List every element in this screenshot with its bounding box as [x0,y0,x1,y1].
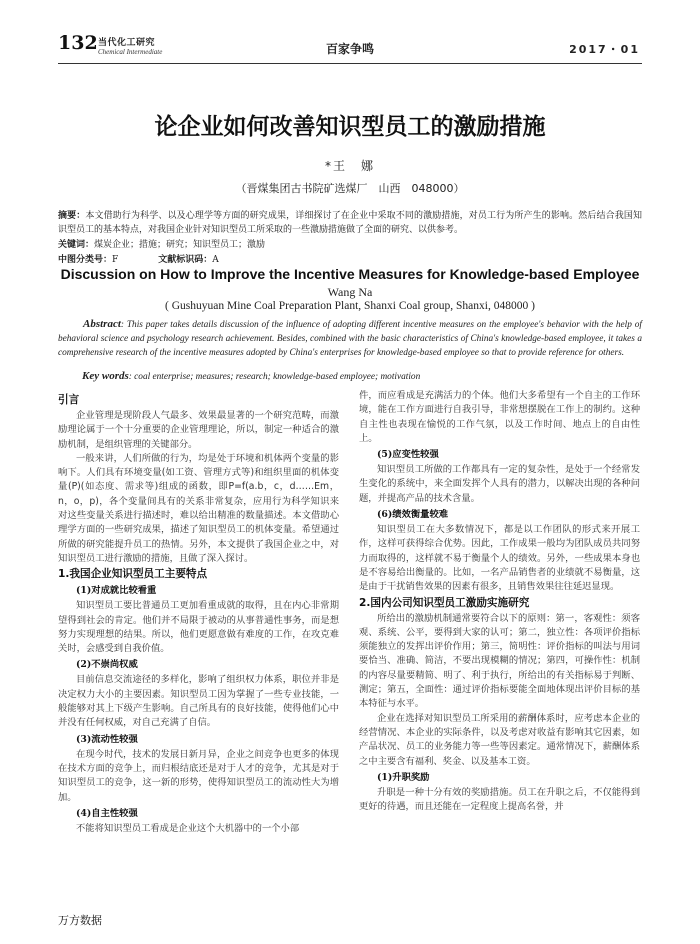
affiliation: （晋煤集团古书院矿选煤厂 山西 048000） [235,182,465,195]
subsection-heading: (4)自主性较强 [76,807,138,819]
abstract-text: 本文借助行为科学、以及心理学等方面的研究成果，详细探讨了在企业中采取不同的激励措施，对员工行为所产生的影响。然后结合我国知识型员工的基本特点，对我国企业针对知识型员工所采取的一些激励措施做了全面的研究、以供参考。 [58,211,642,235]
column-name: 百家争鸣 [325,42,374,56]
subsection-heading: (3)流动性较强 [76,733,138,745]
journal-name-cn: 当代化工研究 [98,38,156,48]
clc-label: 中图分类号： [58,255,113,265]
subsection-heading: (5)应变性较强 [377,449,439,461]
keywords-cn [58,237,642,250]
english-keywords-text: : coal enterprise; measures; research; knowledge-based employee; motivation [128,372,421,382]
section-heading: 2.国内公司知识型员工激励实施研究 [359,596,530,609]
abstract-cn [58,209,642,237]
body-paragraph: 企业管理是现阶段人气最多、效果最显著的一个研究范畴，而激励理论属于一个十分重要的企业管理理论，所以，制定一种适合的激励机制，是组织管理的关键部分。 [58,410,339,450]
body-paragraph: 企业在选择对知识型员工所采用的薪酬体系时，应考虑本企业的经营情况、本企业的实际条件，以及考虑对收益有影响其它因素，如产品状况、员工的业务能力等一些等因素定。通常情况下，薪酬体系之中主要含有福利、奖金、以及基本工资。 [359,712,640,767]
keywords-text: 煤炭企业；措施；研究；知识型员工；激励 [94,240,266,250]
english-keywords [82,370,642,382]
english-abstract-label: Abstract [83,318,121,330]
keywords-label: 关键词： [58,240,95,250]
doc-code-label: 文献标识码： [158,255,213,265]
subsection-heading: (2)不崇尚权威 [76,659,138,671]
body-paragraph: 知识型员工在大多数情况下，都是以工作团队的形式来开展工作，这样可获得综合优势。因此，工作成果一般均为团队成员共同努力而取得的，这样就不易于衡量个人的绩效。另外，一些成果本身也是不容易给出衡量的。比如，一名产品销售者的业绩就不易衡量，这是由于干扰销售效果的因素有很多，且销售效果往往延迟显现。 [359,524,640,593]
section-heading: 1.我国企业知识型员工主要特点 [58,568,208,581]
author: *王 娜 [324,159,375,173]
clc-value: F [112,255,119,265]
english-author: Wang Na [327,285,373,299]
body-paragraph: 所给出的激励机制通常要符合以下的原则：第一，客观性：须客观、系统、公平，要得到大家的认可；第二，独立性：各项评价指标须能独立的发挥出评价作用；第三，简明性：评价指标的叫法与用词要恰当、准确、简洁，不要出现模糊的情况；第四，可操作性：机制的内容尽量要精简、明了、利于执行，所给出的有关指标易于判断、测定；第五，全面性：通过评价指标要能全面地体现出评价目标的基本特征与水平。 [359,612,640,710]
english-keywords-label: Key words [82,370,129,382]
doc-code-value: A [212,255,219,265]
body-paragraph: 件，而应看成是充满活力的个体。他们大多希望有一个自主的工作环境，能在工作方面进行自我引导，非常想摆脱在工作上的制约。这种自主性也表现在愉悦的工作气氛，以及工作时间、地点上的自由性上。 [359,390,640,444]
abstract-label: 摘要： [58,211,86,221]
body-right-column [359,389,640,814]
subsection-heading: (1)升职奖励 [377,771,430,783]
page-number: 132 [58,32,98,54]
body-paragraph: 知识型员工所做的工作都具有一定的复杂性，是处于一个经常发生变化的系统中，来全面发挥个人具有的潜力，以解决出现的各种问题，并提高产品的技术含量。 [359,464,640,504]
classification [58,252,642,265]
english-abstract [58,317,642,360]
body-paragraph: 升职是一种十分有效的奖励措施。员工在升职之后，不仅能得到更好的待遇，而且还能在一定程度上提高名誉，并 [359,786,640,813]
journal-name-en: Chemical Intermediate [98,48,163,56]
header-rule [58,63,642,64]
body-paragraph: 在现今时代，技术的发展日新月异，企业之间竞争也更多的体现在技术方面的竞争上，而归根结底还是对于人才的竞争，尤其是对于知识型员工的竞争，这一新的形势，使得知识型员工的流动性大为增加。 [58,748,339,803]
body-left-column [58,392,339,836]
body-paragraph: 知识型员工要比普通员工更加看重成就的取得，且在内心非常期望得到社会的肯定。他们并不局限于被动的从事普通性事务，而是想努力实现理想的结果。所以，他们更愿意做有难度的工作，在攻克难关时，会感受到自我价值。 [58,600,339,655]
body-paragraph: 一般来讲，人们所做的行为，均是处于环境和机体两个变量的影响下。人们具有环境变量(如工资、管理方式等)和组织里面的机体变量(P)(如态度、需求等)组成的函数，即P=f(a.b，c，d……Em，n，o，p)，各个变量间具有的关系非常复杂，应用行为科学知识来对这些变量关系进行描述时，难以给出精准的数量描述。本文借助心理学方面的一些研究成果，描述了知识型员工的机体变量。希望通过所做的研究能提升员工的热情。另外，本文提供了我国企业之中，对知识型员工进行激励的措施，且做了深入探讨。 [58,452,339,564]
footer-watermark: 万方数据 [58,914,102,927]
english-affiliation: ( Gushuyuan Mine Coal Preparation Plant, Shanxi Coal group, Shanxi, 048000 ) [165,300,535,312]
subsection-heading: (6)绩效衡量较难 [377,509,449,521]
english-title: Discussion on How to Improve the Incentive Measures for Knowledge-based Employee [60,266,640,282]
english-abstract-text: : This paper takes details discussion of the influence of adopting different incentive measures on the employee's behavior with the help of behavioral science and psychology research achievement. Besides, combined with the basic characteristics of China's knowledge-based employee, it takes a comprehensive research of the incentive measures adopted by China's enterprises for knowledge-based employee so that to provide reference for others. [58,320,642,358]
body-paragraph: 不能将知识型员工看成是企业这个大机器中的一个小部 [76,822,300,834]
body-paragraph: 目前信息交流途径的多样化，影响了组织权力体系，职位并非是决定权力大小的主要因素。知识型员工因为掌握了一些专业技能，一般能够对其上下级产生影响。自己所具有的良好技能，使得他们心中并没有任何权威，对自己充满了自信。 [58,674,339,729]
subsection-heading: (1)对成就比较看重 [76,585,157,597]
section-heading: 引言 [58,394,80,406]
issue-number: 2017・01 [569,43,640,56]
article-title: 论企业如何改善知识型员工的激励措施 [154,114,546,140]
